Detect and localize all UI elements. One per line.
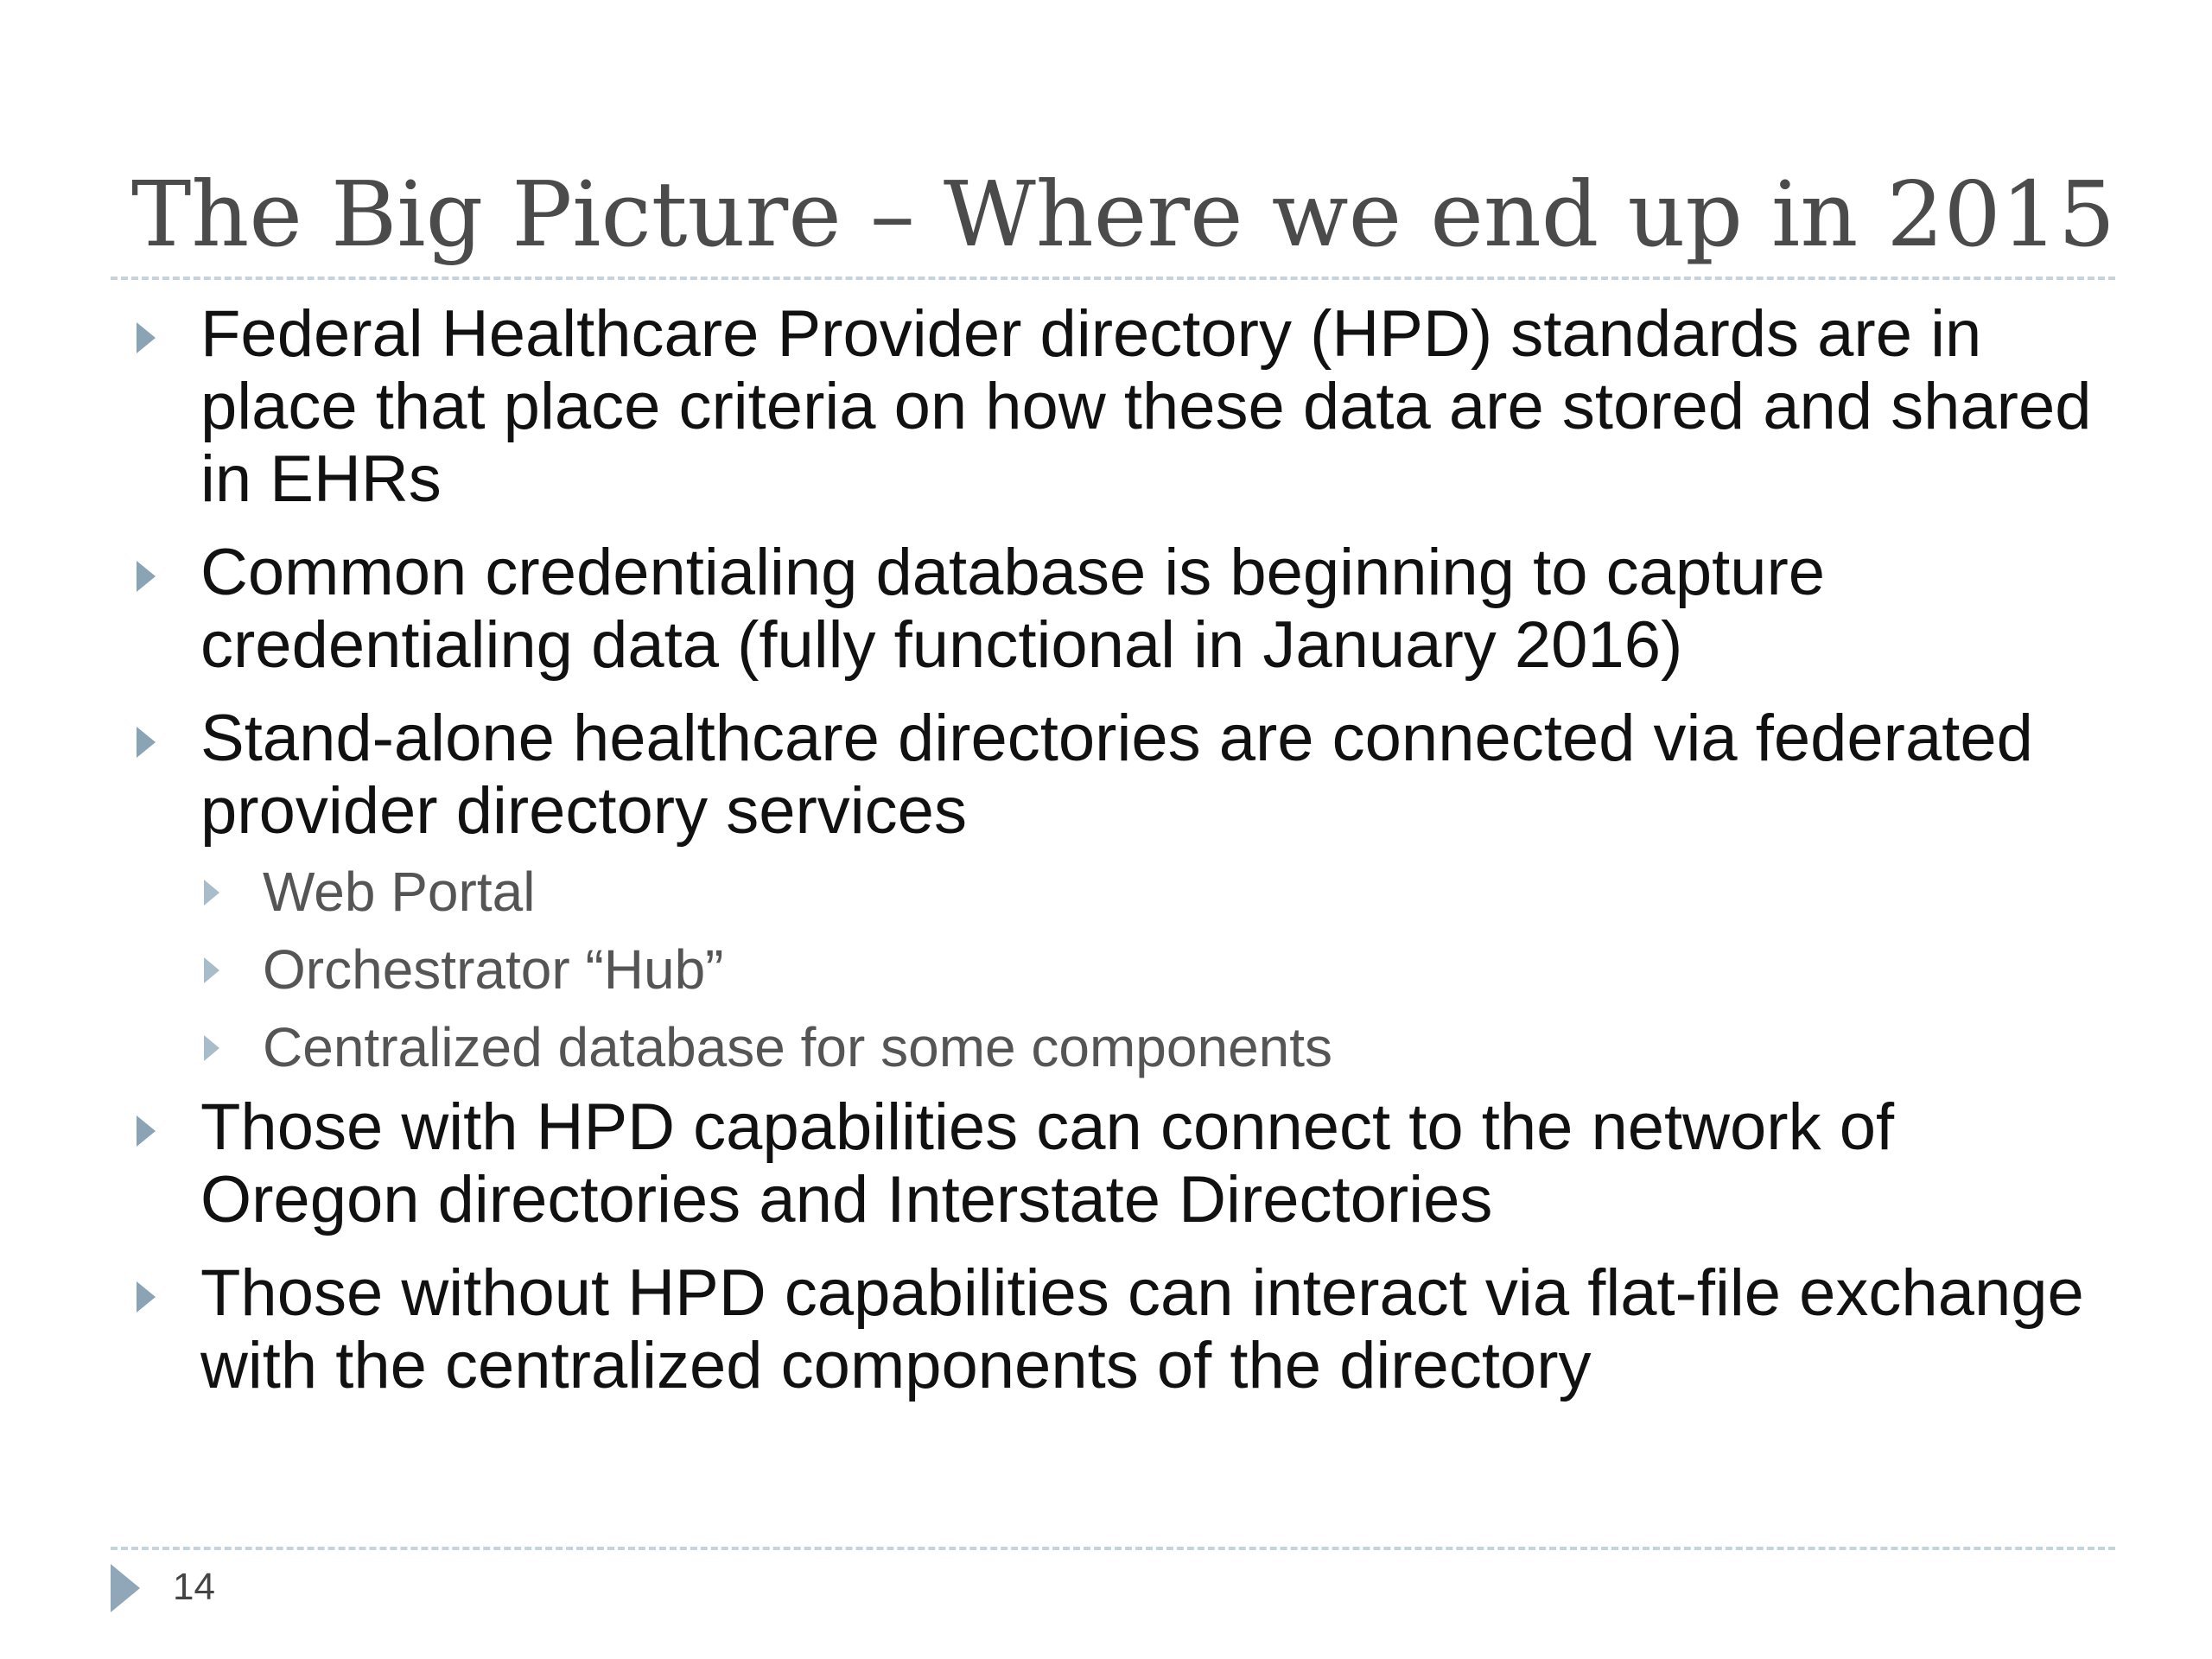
triangle-bullet-icon — [137, 1281, 156, 1313]
triangle-bullet-icon — [204, 957, 219, 983]
slide-title: The Big Picture – Where we end up in 2015 — [131, 162, 2116, 267]
triangle-bullet-icon — [137, 322, 156, 353]
bullet-item — [131, 702, 2119, 848]
title-divider — [111, 276, 2115, 280]
triangle-bullet-icon — [137, 727, 156, 758]
bullet-item — [131, 1257, 2119, 1402]
triangle-bullet-icon — [137, 1116, 156, 1147]
triangle-bullet-icon — [204, 880, 219, 906]
sub-bullet-text: Orchestrator “Hub” — [263, 938, 724, 1001]
sub-bullet-item — [131, 853, 2119, 931]
bullet-text: Stand-alone healthcare directories are connected via federated provider directory services — [200, 702, 2033, 848]
bullet-item — [131, 1091, 2119, 1236]
bullet-list — [131, 298, 2119, 1423]
bullet-item — [131, 537, 2119, 682]
bullet-text: Those without HPD capabilities can interact via flat-file exchange with the centralized components of the directory — [200, 1256, 2084, 1402]
bullet-text: Common credentialing database is beginning to capture credentialing data (fully functional in January 2016) — [200, 536, 1826, 682]
footer-triangle-icon — [111, 1564, 140, 1612]
sub-bullet-text: Centralized database for some components — [263, 1016, 1333, 1078]
triangle-bullet-icon — [137, 561, 156, 592]
slide-number: 14 — [173, 1566, 215, 1608]
footer-divider — [111, 1547, 2115, 1550]
triangle-bullet-icon — [204, 1035, 219, 1061]
sub-bullet-item — [131, 1008, 2119, 1086]
sub-bullet-list — [131, 853, 2119, 1086]
sub-bullet-item — [131, 931, 2119, 1008]
bullet-item — [131, 298, 2119, 516]
bullet-text: Federal Healthcare Provider directory (HPD) standards are in place that place criteria on how these data are stored and shared in EHRs — [200, 297, 2092, 516]
bullet-text: Those with HPD capabilities can connect to the network of Oregon directories and Interstate Directories — [200, 1090, 1895, 1236]
sub-bullet-text: Web Portal — [263, 861, 536, 923]
